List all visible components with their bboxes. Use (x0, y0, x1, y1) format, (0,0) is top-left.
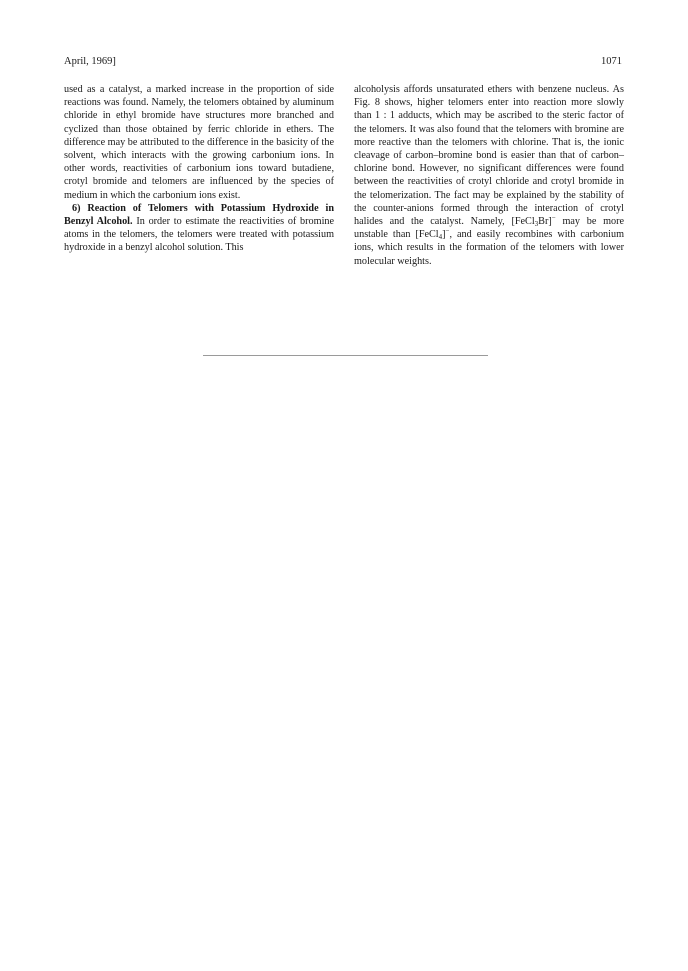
text-run: Br] (538, 216, 552, 228)
page-number: 1071 (601, 56, 622, 67)
superscript: − (445, 227, 450, 236)
text-run: alcoholysis affords unsaturated ethers with benzene nucleus. As Fig. 8 shows, higher telomers enter into reaction more slowly than 1 : 1 adducts, which may be ascribed to the steric factor of the telomers. It was also found that the telomers with bromine are more reactive than the telomers with chlorine. That is, the ionic cleavage of carbon–bromine bond is easier than that of carbon–chlorine bond. However, no significant differences were found between the reactivities of crotyl chloride and crotyl bromide in the telomerization. The fact may be explained by the stability of the counter-anions formed through the interaction of crotyl halides and the catalyst. Namely, [FeCl (354, 84, 624, 228)
section-heading: 6) Reaction of Telomers with Potassium Hydroxide in Benzyl Alcohol. (64, 202, 334, 228)
header-date: April, 1969] (64, 56, 116, 67)
subscript: 3 (534, 220, 539, 229)
end-rule (203, 355, 488, 356)
text-run: ] (442, 229, 446, 241)
right-column (354, 83, 624, 268)
paragraph-section-6 (64, 202, 334, 255)
text-run: , and easily recombines with carbonium ions, which results in the formation of the telomers with lower molecular weights. (354, 229, 624, 267)
text-run: may be more unstable than [FeCl (354, 216, 624, 241)
paragraph-alcoholysis (354, 83, 624, 268)
running-header (64, 56, 622, 70)
subscript: 4 (438, 233, 443, 242)
left-column (64, 83, 334, 255)
section-text: In order to estimate the reactivities of bromine atoms in the telomers, the telomers were treated with potassium hydroxide in a benzyl alcohol solution. This (64, 216, 335, 254)
superscript: − (551, 214, 556, 223)
paragraph-side-reactions: used as a catalyst, a marked increase in the proportion of side reactions was found. Namely, the telomers obtained by aluminum chloride in ethyl bromide have structures more branched and cyclized than those obtained by ferric chloride in ethers. The difference may be attributed to the difference in the basicity of the solvent, which interacts with the growing carbonium ions. In other words, reactivities of carbonium ions toward butadiene, crotyl bromide and telomers are influenced by the species of medium in which the carbonium ions exist. (64, 84, 334, 201)
